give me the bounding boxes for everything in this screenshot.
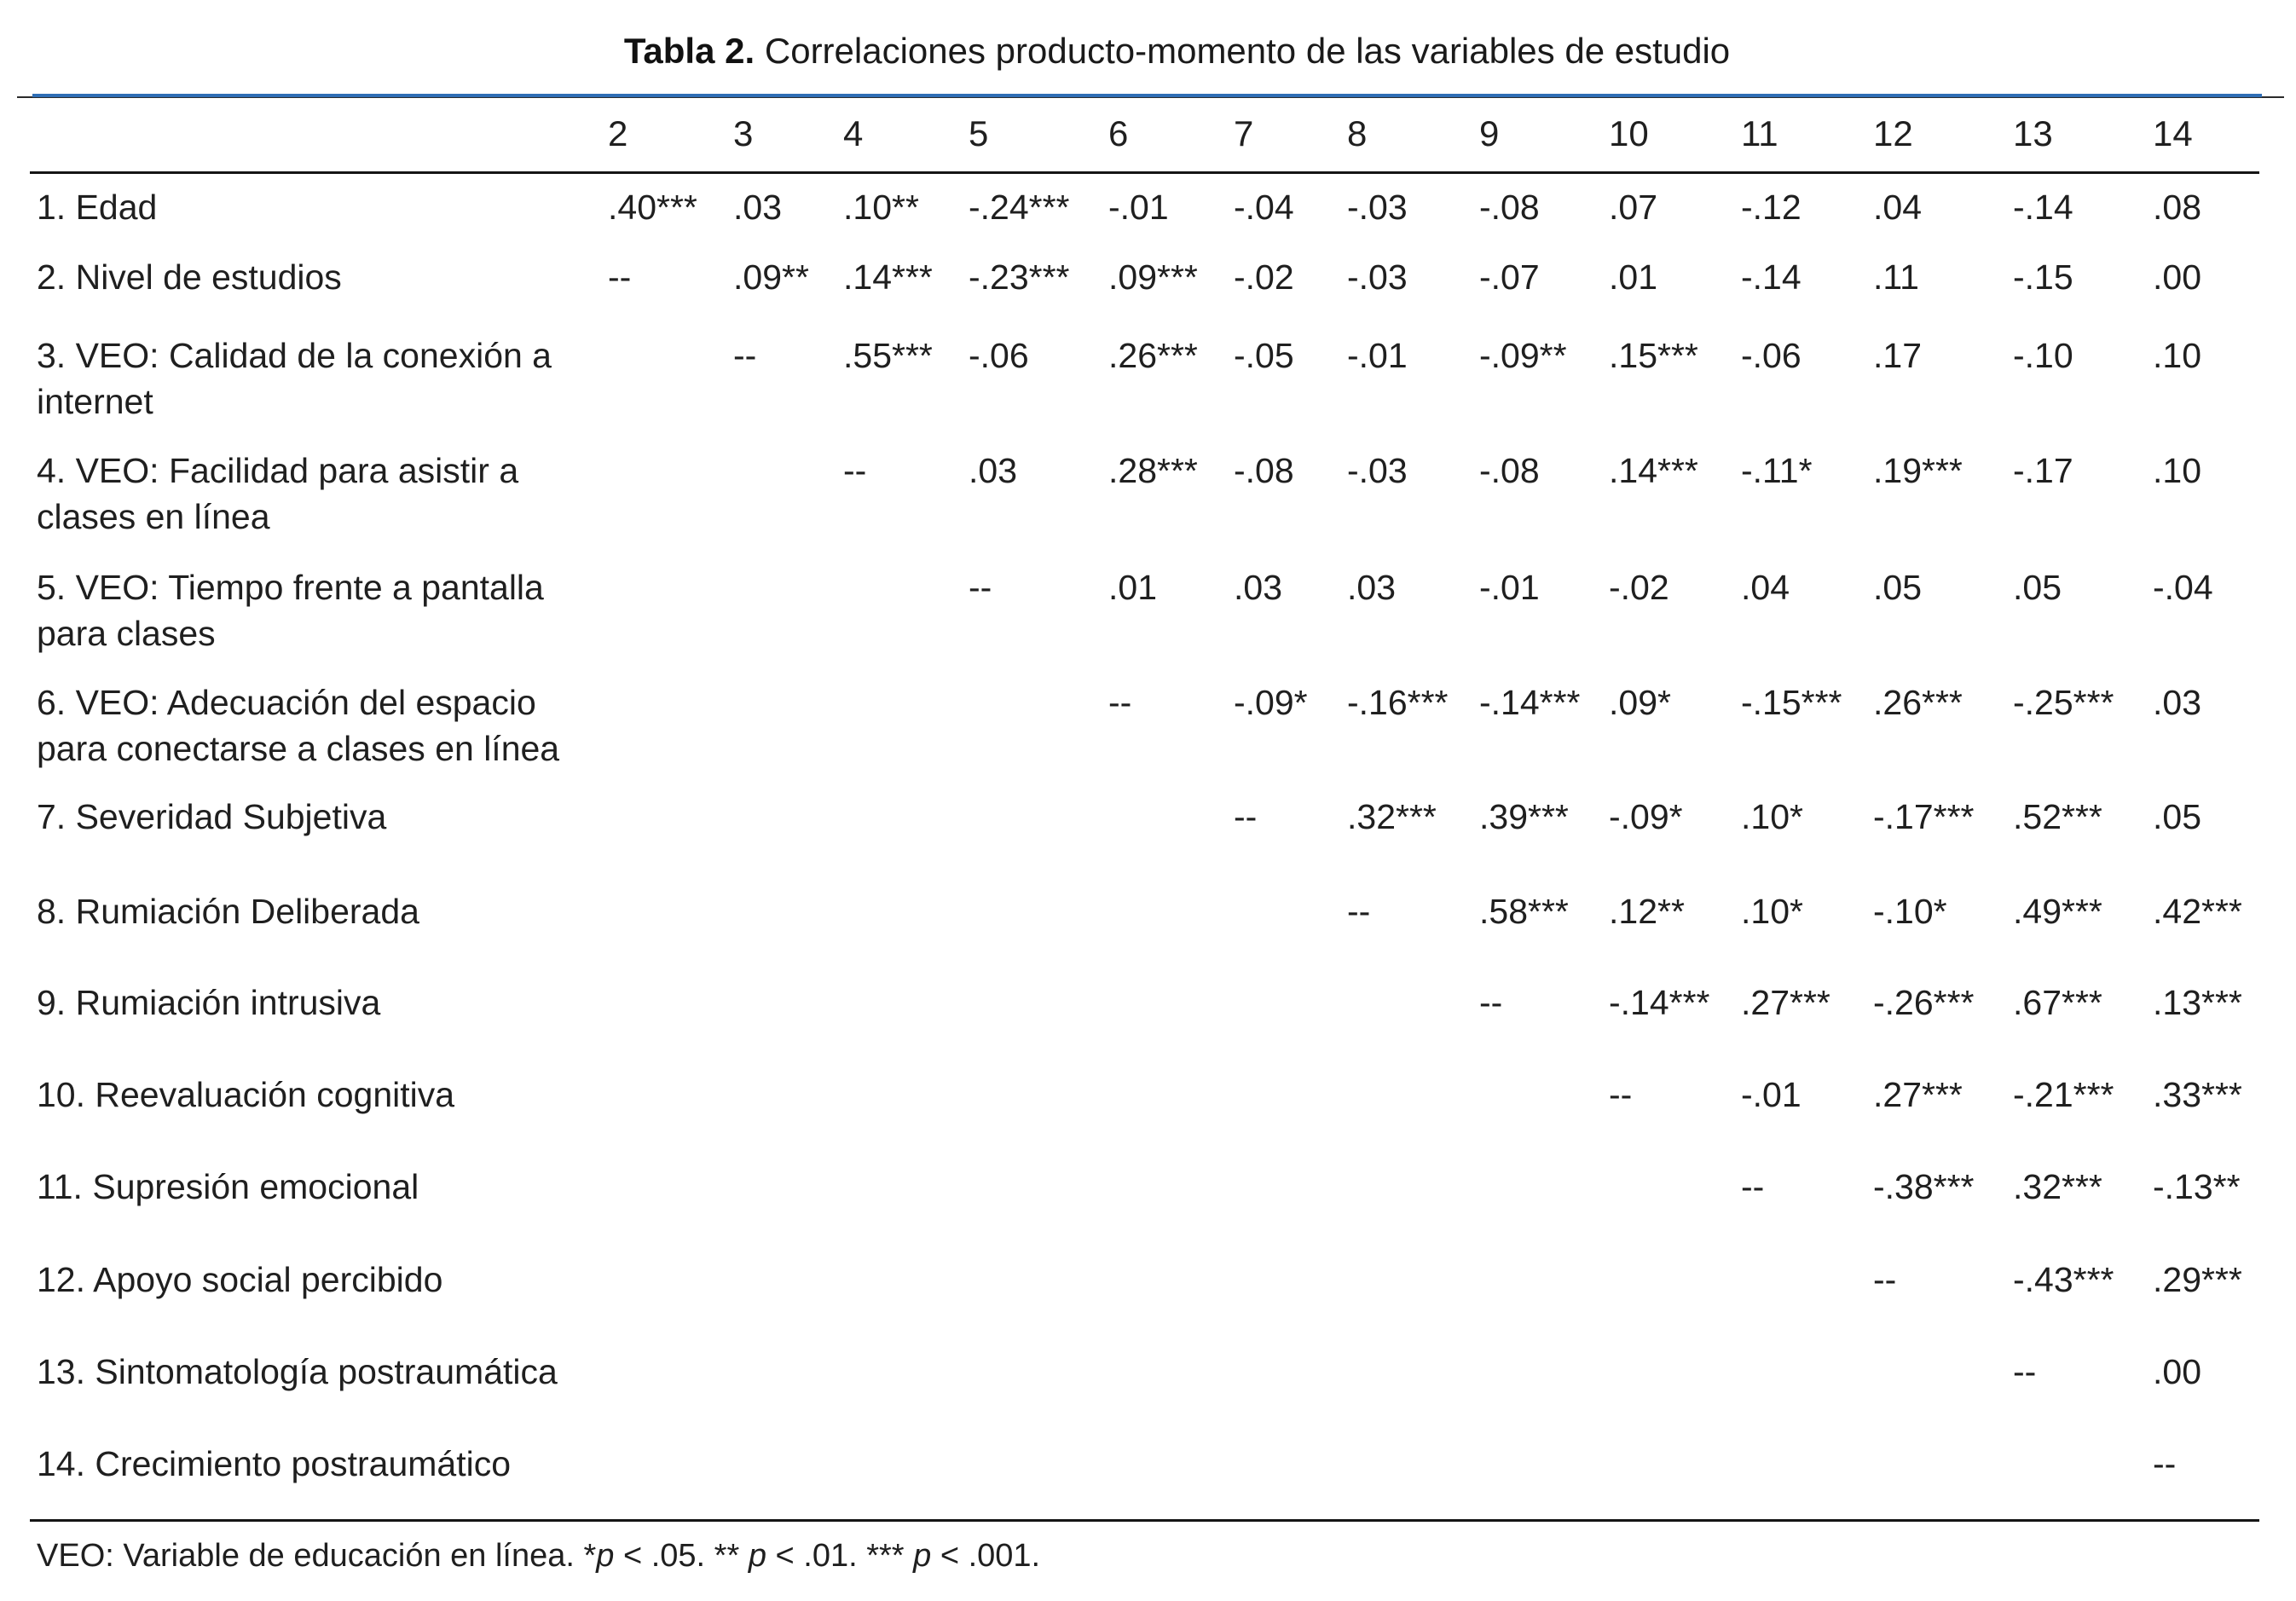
empty-cell bbox=[608, 1152, 733, 1245]
correlation-cell: -.04 bbox=[1234, 188, 1294, 227]
correlation-cell: -.14 bbox=[1741, 257, 1802, 297]
empty-cell bbox=[843, 782, 969, 876]
column-header: 4 bbox=[843, 113, 864, 153]
empty-cell bbox=[733, 436, 843, 552]
correlation-cell: -- bbox=[733, 336, 757, 375]
note-p-italic: p bbox=[596, 1538, 615, 1574]
correlation-cell: .40*** bbox=[608, 188, 697, 227]
correlation-cell: -.16*** bbox=[1347, 683, 1449, 722]
correlation-cell: -.04 bbox=[2153, 568, 2213, 607]
correlation-cell: .08 bbox=[2153, 188, 2201, 227]
empty-cell bbox=[733, 1337, 843, 1429]
empty-cell bbox=[1873, 1337, 2013, 1429]
row-label: 12. Apoyo social percibido bbox=[37, 1260, 443, 1299]
correlation-cell: .05 bbox=[2013, 568, 2062, 607]
correlation-cell: .27*** bbox=[1741, 983, 1830, 1022]
empty-cell bbox=[843, 968, 969, 1060]
empty-cell bbox=[733, 782, 843, 876]
column-header: 14 bbox=[2153, 113, 2193, 153]
correlation-cell: -.08 bbox=[1234, 451, 1294, 490]
column-header: 8 bbox=[1347, 113, 1368, 153]
correlation-cell: -.14*** bbox=[1609, 983, 1710, 1022]
correlation-cell: -.14*** bbox=[1479, 683, 1581, 722]
empty-cell bbox=[843, 552, 969, 668]
empty-cell bbox=[608, 876, 733, 968]
empty-cell bbox=[608, 668, 733, 782]
correlation-cell: .10* bbox=[1741, 892, 1803, 931]
empty-cell bbox=[733, 1152, 843, 1245]
empty-cell bbox=[1234, 968, 1347, 1060]
correlation-cell: .01 bbox=[1108, 568, 1157, 607]
correlation-cell: -- bbox=[1609, 1075, 1633, 1114]
correlation-cell: -.23*** bbox=[969, 257, 1070, 297]
correlation-cell: -.15*** bbox=[1741, 683, 1842, 722]
correlation-cell: -- bbox=[969, 568, 992, 607]
correlation-cell: .49*** bbox=[2013, 892, 2102, 931]
row-label: 9. Rumiación intrusiva bbox=[37, 983, 381, 1022]
empty-cell bbox=[1347, 1429, 1479, 1520]
correlation-cell: .14*** bbox=[1609, 451, 1698, 490]
correlation-cell: -.08 bbox=[1479, 451, 1540, 490]
table-row bbox=[30, 968, 2259, 1060]
correlation-cell: .03 bbox=[969, 451, 1017, 490]
table-row bbox=[30, 1152, 2259, 1245]
empty-cell bbox=[733, 552, 843, 668]
note-text: VEO: Variable de educación en línea. * bbox=[37, 1538, 597, 1574]
correlation-cell: -.02 bbox=[1609, 568, 1669, 607]
empty-cell bbox=[733, 668, 843, 782]
correlation-cell: .05 bbox=[2153, 797, 2201, 836]
table-row bbox=[30, 1337, 2259, 1429]
correlation-cell: -.03 bbox=[1347, 257, 1408, 297]
correlation-cell: .42*** bbox=[2153, 892, 2242, 931]
correlation-cell: .10 bbox=[2153, 336, 2201, 375]
row-label: 10. Reevaluación cognitiva bbox=[37, 1075, 455, 1114]
row-label: 3. VEO: Calidad de la conexión a internet bbox=[37, 336, 552, 421]
empty-cell bbox=[733, 1429, 843, 1520]
column-header: 10 bbox=[1609, 113, 1649, 153]
empty-cell bbox=[1108, 782, 1234, 876]
correlation-cell: .00 bbox=[2153, 257, 2201, 297]
correlation-cell: -.12 bbox=[1741, 188, 1802, 227]
empty-cell bbox=[1108, 1245, 1234, 1337]
correlation-cell: .09*** bbox=[1108, 257, 1198, 297]
top-rule-accent bbox=[32, 94, 2262, 97]
correlation-cell: .27*** bbox=[1873, 1075, 1963, 1114]
empty-cell bbox=[1234, 876, 1347, 968]
table-header-row bbox=[30, 98, 2259, 172]
empty-cell bbox=[608, 552, 733, 668]
correlation-cell: .19*** bbox=[1873, 451, 1963, 490]
correlation-cell: .14*** bbox=[843, 257, 933, 297]
correlation-cell: -.10* bbox=[1873, 892, 1947, 931]
empty-cell bbox=[969, 1337, 1108, 1429]
correlation-cell: -- bbox=[608, 257, 632, 297]
empty-cell bbox=[843, 668, 969, 782]
correlation-cell: -.02 bbox=[1234, 257, 1294, 297]
empty-cell bbox=[608, 321, 733, 436]
empty-cell bbox=[969, 668, 1108, 782]
table-header bbox=[30, 98, 2259, 172]
empty-cell bbox=[1347, 1060, 1479, 1152]
header-corner-cell bbox=[30, 98, 608, 172]
empty-cell bbox=[608, 1060, 733, 1152]
row-label: 8. Rumiación Deliberada bbox=[37, 892, 419, 931]
empty-cell bbox=[1479, 1429, 1609, 1520]
column-header: 13 bbox=[2013, 113, 2053, 153]
note-text: < .01. *** bbox=[766, 1538, 914, 1574]
empty-cell bbox=[733, 1060, 843, 1152]
empty-cell bbox=[1873, 1429, 2013, 1520]
row-label: 4. VEO: Facilidad para asistir a clases en línea bbox=[37, 451, 519, 536]
correlation-cell: .33*** bbox=[2153, 1075, 2242, 1114]
empty-cell bbox=[843, 1429, 969, 1520]
correlation-cell: -.01 bbox=[1741, 1075, 1802, 1114]
empty-cell bbox=[1479, 1245, 1609, 1337]
correlation-cell: .17 bbox=[1873, 336, 1922, 375]
empty-cell bbox=[843, 1060, 969, 1152]
correlation-cell: -.17*** bbox=[1873, 797, 1975, 836]
correlation-cell: -.15 bbox=[2013, 257, 2073, 297]
empty-cell bbox=[1479, 1060, 1609, 1152]
correlation-cell: -.43*** bbox=[2013, 1260, 2114, 1299]
correlation-cell: -- bbox=[1347, 892, 1371, 931]
table-title bbox=[58, 26, 2296, 77]
row-label: 5. VEO: Tiempo frente a pantalla para clases bbox=[37, 568, 544, 653]
correlation-cell: .04 bbox=[1873, 188, 1922, 227]
correlation-cell: -.06 bbox=[969, 336, 1029, 375]
correlation-table bbox=[30, 98, 2259, 1520]
correlation-cell: .03 bbox=[2153, 683, 2201, 722]
correlation-cell: .29*** bbox=[2153, 1260, 2242, 1299]
empty-cell bbox=[843, 1337, 969, 1429]
empty-cell bbox=[1609, 1152, 1741, 1245]
correlation-cell: -.06 bbox=[1741, 336, 1802, 375]
empty-cell bbox=[1108, 1337, 1234, 1429]
correlation-cell: .03 bbox=[1347, 568, 1396, 607]
table-row bbox=[30, 876, 2259, 968]
table-row bbox=[30, 1060, 2259, 1152]
correlation-cell: -.03 bbox=[1347, 188, 1408, 227]
row-label: 7. Severidad Subjetiva bbox=[37, 797, 387, 836]
empty-cell bbox=[1347, 968, 1479, 1060]
empty-cell bbox=[1108, 968, 1234, 1060]
column-header: 9 bbox=[1479, 113, 1500, 153]
column-header: 2 bbox=[608, 113, 628, 153]
empty-cell bbox=[1234, 1152, 1347, 1245]
correlation-cell: .05 bbox=[1873, 568, 1922, 607]
correlation-cell: -.01 bbox=[1479, 568, 1540, 607]
empty-cell bbox=[2013, 1429, 2153, 1520]
empty-cell bbox=[843, 876, 969, 968]
correlation-cell: -- bbox=[1234, 797, 1258, 836]
correlation-cell: -.21*** bbox=[2013, 1075, 2114, 1114]
correlation-cell: -.05 bbox=[1234, 336, 1294, 375]
correlation-cell: -.11* bbox=[1741, 451, 1813, 490]
correlation-cell: -.10 bbox=[2013, 336, 2073, 375]
bottom-rule bbox=[30, 1519, 2259, 1522]
table-row bbox=[30, 1429, 2259, 1520]
correlation-cell: .12** bbox=[1609, 892, 1685, 931]
correlation-cell: -.09* bbox=[1234, 683, 1308, 722]
correlation-cell: -- bbox=[1873, 1260, 1897, 1299]
row-label: 1. Edad bbox=[37, 188, 158, 227]
empty-cell bbox=[969, 782, 1108, 876]
empty-cell bbox=[1234, 1245, 1347, 1337]
correlation-cell: .13*** bbox=[2153, 983, 2242, 1022]
correlation-cell: -.25*** bbox=[2013, 683, 2114, 722]
empty-cell bbox=[608, 436, 733, 552]
row-label: 11. Supresión emocional bbox=[37, 1167, 419, 1206]
correlation-cell: .10** bbox=[843, 188, 919, 227]
correlation-cell: -.13** bbox=[2153, 1167, 2241, 1206]
table-row bbox=[30, 172, 2259, 242]
table-title-text: Correlaciones producto-momento de las variables de estudio bbox=[764, 31, 1731, 71]
correlation-cell: .01 bbox=[1609, 257, 1657, 297]
correlation-cell: .32*** bbox=[2013, 1167, 2102, 1206]
empty-cell bbox=[1234, 1337, 1347, 1429]
empty-cell bbox=[608, 1429, 733, 1520]
empty-cell bbox=[843, 1245, 969, 1337]
correlation-cell: .32*** bbox=[1347, 797, 1437, 836]
correlation-cell: .28*** bbox=[1108, 451, 1198, 490]
note-text: < .05. ** bbox=[614, 1538, 749, 1574]
correlation-cell: -.38*** bbox=[1873, 1167, 1975, 1206]
empty-cell bbox=[733, 1245, 843, 1337]
correlation-cell: .10 bbox=[2153, 451, 2201, 490]
correlation-cell: .09* bbox=[1609, 683, 1671, 722]
correlation-cell: -.14 bbox=[2013, 188, 2073, 227]
empty-cell bbox=[969, 1152, 1108, 1245]
empty-cell bbox=[608, 968, 733, 1060]
empty-cell bbox=[1479, 1152, 1609, 1245]
empty-cell bbox=[1108, 1152, 1234, 1245]
correlation-cell: .55*** bbox=[843, 336, 933, 375]
empty-cell bbox=[733, 876, 843, 968]
correlation-cell: .26*** bbox=[1108, 336, 1198, 375]
correlation-cell: .11 bbox=[1873, 257, 1919, 297]
note-p-italic: p bbox=[913, 1538, 932, 1574]
empty-cell bbox=[1234, 1060, 1347, 1152]
column-header: 5 bbox=[969, 113, 989, 153]
header-rule bbox=[30, 171, 2259, 174]
table-row bbox=[30, 242, 2259, 321]
empty-cell bbox=[608, 1337, 733, 1429]
correlation-cell: -.17 bbox=[2013, 451, 2073, 490]
correlation-cell: .10* bbox=[1741, 797, 1803, 836]
correlation-cell: .58*** bbox=[1479, 892, 1569, 931]
empty-cell bbox=[969, 1245, 1108, 1337]
correlation-cell: .39*** bbox=[1479, 797, 1569, 836]
correlation-cell: -.07 bbox=[1479, 257, 1540, 297]
correlation-cell: -.03 bbox=[1347, 451, 1408, 490]
column-header: 3 bbox=[733, 113, 754, 153]
correlation-cell: -.08 bbox=[1479, 188, 1540, 227]
table-row bbox=[30, 782, 2259, 876]
correlation-cell: .52*** bbox=[2013, 797, 2102, 836]
table-row bbox=[30, 1245, 2259, 1337]
empty-cell bbox=[1108, 1060, 1234, 1152]
correlation-cell: -.24*** bbox=[969, 188, 1070, 227]
correlation-cell: .15*** bbox=[1609, 336, 1698, 375]
empty-cell bbox=[969, 1060, 1108, 1152]
empty-cell bbox=[1347, 1245, 1479, 1337]
empty-cell bbox=[969, 876, 1108, 968]
correlation-cell: -- bbox=[1741, 1167, 1765, 1206]
empty-cell bbox=[843, 1152, 969, 1245]
column-header: 11 bbox=[1741, 113, 1778, 153]
correlation-cell: -.09* bbox=[1609, 797, 1683, 836]
table-row bbox=[30, 321, 2259, 436]
empty-cell bbox=[1609, 1429, 1741, 1520]
note-p-italic: p bbox=[748, 1538, 766, 1574]
empty-cell bbox=[1609, 1245, 1741, 1337]
empty-cell bbox=[1609, 1337, 1741, 1429]
correlation-cell: -.09** bbox=[1479, 336, 1567, 375]
empty-cell bbox=[1347, 1152, 1479, 1245]
table-note bbox=[37, 1535, 1040, 1577]
correlation-cell: -.26*** bbox=[1873, 983, 1975, 1022]
correlation-cell: -- bbox=[1108, 683, 1132, 722]
correlation-cell: .04 bbox=[1741, 568, 1790, 607]
empty-cell bbox=[1108, 1429, 1234, 1520]
table-row bbox=[30, 668, 2259, 782]
correlation-cell: -.01 bbox=[1108, 188, 1169, 227]
note-text: < .001. bbox=[931, 1538, 1041, 1574]
empty-cell bbox=[608, 1245, 733, 1337]
empty-cell bbox=[969, 1429, 1108, 1520]
correlation-cell: .07 bbox=[1609, 188, 1657, 227]
row-label: 14. Crecimiento postraumático bbox=[37, 1444, 512, 1483]
column-header: 12 bbox=[1873, 113, 1913, 153]
empty-cell bbox=[1234, 1429, 1347, 1520]
empty-cell bbox=[1479, 1337, 1609, 1429]
correlation-cell: -- bbox=[2013, 1352, 2037, 1391]
empty-cell bbox=[1741, 1429, 1873, 1520]
row-label: 2. Nivel de estudios bbox=[37, 257, 342, 297]
table-body bbox=[30, 172, 2259, 1520]
correlation-cell: -- bbox=[1479, 983, 1503, 1022]
empty-cell bbox=[733, 968, 843, 1060]
correlation-cell: .09** bbox=[733, 257, 809, 297]
column-header: 7 bbox=[1234, 113, 1254, 153]
table-row bbox=[30, 436, 2259, 552]
table-title-label: Tabla 2. bbox=[623, 31, 755, 71]
correlation-cell: -- bbox=[843, 451, 867, 490]
empty-cell bbox=[969, 968, 1108, 1060]
correlation-cell: .03 bbox=[733, 188, 782, 227]
correlation-cell: .67*** bbox=[2013, 983, 2102, 1022]
correlation-cell: -- bbox=[2153, 1444, 2177, 1483]
correlation-cell: .03 bbox=[1234, 568, 1282, 607]
empty-cell bbox=[1108, 876, 1234, 968]
table-row bbox=[30, 552, 2259, 668]
row-label: 6. VEO: Adecuación del espacio para conectarse a clases en línea bbox=[37, 683, 560, 768]
empty-cell bbox=[608, 782, 733, 876]
empty-cell bbox=[1741, 1245, 1873, 1337]
correlation-cell: -.01 bbox=[1347, 336, 1408, 375]
empty-cell bbox=[1347, 1337, 1479, 1429]
row-label: 13. Sintomatología postraumática bbox=[37, 1352, 558, 1391]
correlation-cell: .00 bbox=[2153, 1352, 2201, 1391]
column-header: 6 bbox=[1108, 113, 1129, 153]
correlation-cell: .26*** bbox=[1873, 683, 1963, 722]
empty-cell bbox=[1741, 1337, 1873, 1429]
